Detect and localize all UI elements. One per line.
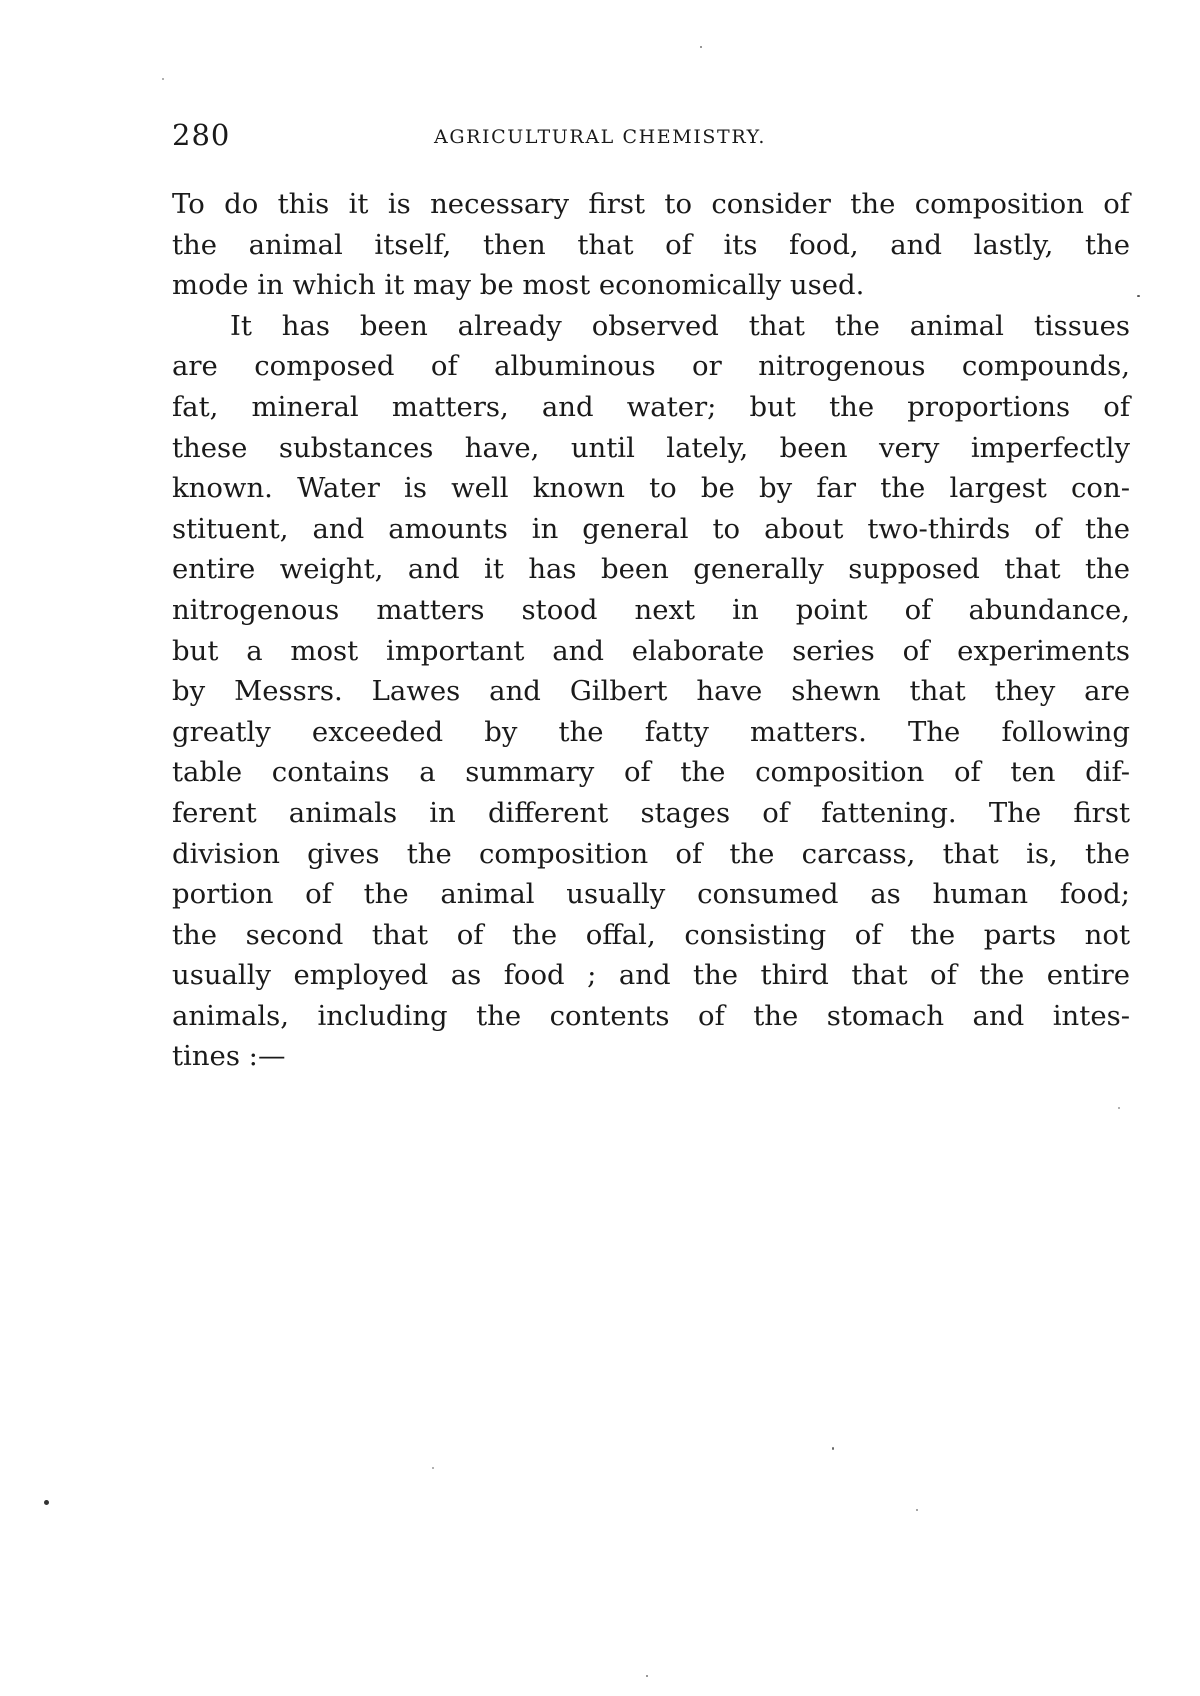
scan-speck — [832, 1447, 834, 1450]
text-line: these substances have, until lately, been very imperfectly — [172, 431, 1130, 464]
text-line: animals, including the contents of the stomach and intes- — [172, 999, 1130, 1032]
text-line: usually employed as food ; and the third that of the entire — [172, 959, 1130, 992]
text-line: To do this it is necessary first to consider the composition of — [172, 188, 1130, 220]
text-line: mode in which it may be most economically used. — [172, 269, 865, 302]
scan-speck — [1137, 295, 1140, 297]
text-line: division gives the composition of the carcass, that is, the — [172, 837, 1130, 870]
text-line: entire weight, and it has been generally supposed that the — [172, 553, 1130, 586]
text-line: nitrogenous matters stood next in point of abundance, — [172, 593, 1130, 626]
text-line: by Messrs. Lawes and Gilbert have shewn that they are — [172, 675, 1130, 708]
text-line: known. Water is well known to be by far the largest con- — [172, 472, 1130, 505]
scan-speck — [646, 1675, 648, 1677]
text-line: the animal itself, then that of its food, and lastly, the — [172, 228, 1130, 261]
text-line: table contains a summary of the composition of ten dif- — [172, 756, 1130, 789]
text-line: fat, mineral matters, and water; but the proportions of — [172, 390, 1130, 423]
scan-speck — [916, 1509, 918, 1511]
page-number: 280 — [172, 118, 231, 152]
text-line: are composed of albuminous or nitrogenous compounds, — [172, 350, 1130, 383]
text-line: stituent, and amounts in general to about two-thirds of the — [172, 512, 1130, 545]
scan-speck — [162, 78, 164, 80]
scan-speck — [700, 46, 702, 48]
text-line: but a most important and elaborate series of experiments — [172, 634, 1130, 667]
body-text — [172, 184, 1130, 1077]
running-title: AGRICULTURAL CHEMISTRY. — [434, 126, 766, 148]
page-header — [172, 118, 1130, 158]
text-line: portion of the animal usually consumed as human food; — [172, 878, 1130, 911]
scan-speck — [44, 1500, 49, 1505]
text-line: tines :— — [172, 1040, 286, 1073]
text-line: the second that of the offal, consisting of the parts not — [172, 918, 1130, 951]
text-line: ferent animals in different stages of fattening. The first — [172, 796, 1130, 829]
text-line: greatly exceeded by the fatty matters. The following — [172, 715, 1130, 748]
scan-speck — [1118, 1107, 1120, 1109]
scan-speck — [432, 1467, 434, 1469]
text-line: It has been already observed that the animal tissues — [230, 309, 1130, 342]
